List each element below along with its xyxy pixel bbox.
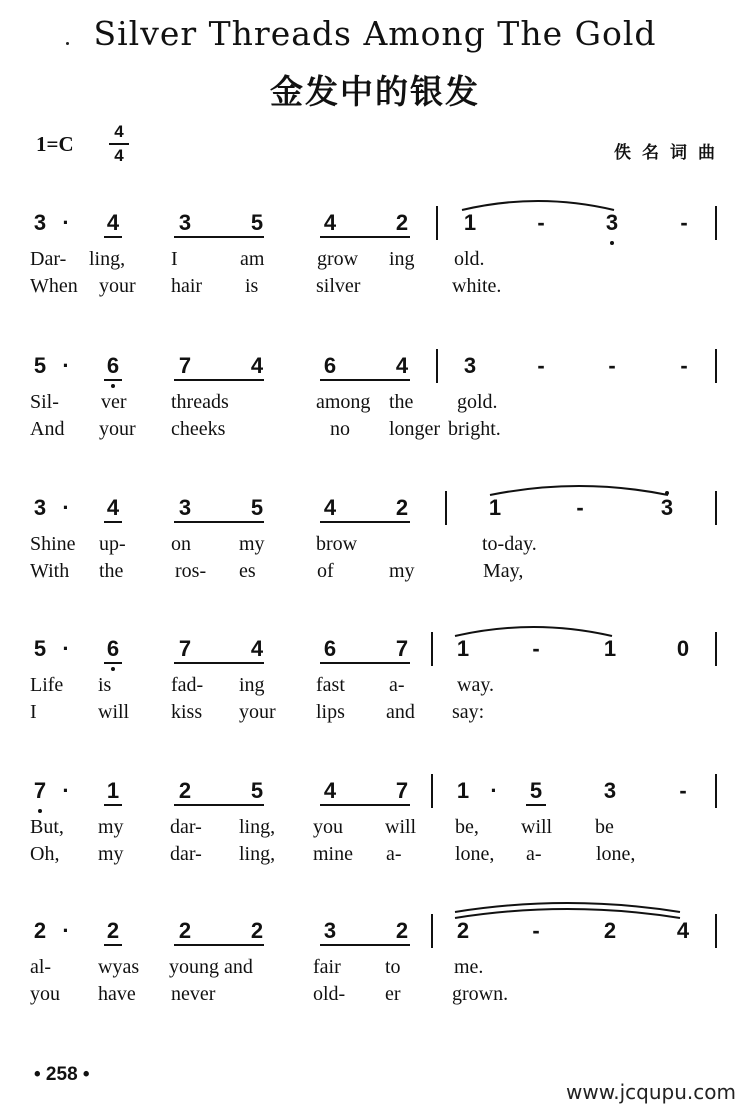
lyric-verse2: say: xyxy=(452,701,485,723)
dot-extension: · xyxy=(490,778,498,803)
note: 7 xyxy=(178,636,192,661)
note: 2 xyxy=(456,918,470,943)
music-system-6 xyxy=(0,918,750,1038)
lyric-verse2: a- xyxy=(386,843,402,865)
note: 5 xyxy=(250,495,264,520)
lyric-verse2: you xyxy=(30,983,60,1005)
note: 2 xyxy=(395,495,409,520)
note: 5 xyxy=(33,353,47,378)
lyric-verse1: me. xyxy=(454,956,484,978)
lyric-verse2: mine xyxy=(313,843,353,865)
note: 2 xyxy=(250,918,264,943)
dash-extension: - xyxy=(679,778,687,803)
note: 0 xyxy=(676,636,690,661)
beam-underline xyxy=(320,944,410,946)
lyric-verse2: will xyxy=(98,701,130,723)
lyric-verse2: dar- xyxy=(170,843,202,865)
lyric-verse2: kiss xyxy=(171,701,203,723)
beam-underline xyxy=(320,521,410,523)
lyric-verse2: of xyxy=(317,560,334,582)
dash-extension: - xyxy=(537,353,545,378)
note: 4 xyxy=(395,353,409,378)
slur-layer xyxy=(0,616,750,656)
lyric-verse1: up- xyxy=(99,533,126,555)
note: 7 xyxy=(33,778,47,803)
beam-underline xyxy=(526,804,546,806)
dot-extension: · xyxy=(62,918,70,943)
lyric-verse1: ver xyxy=(101,391,127,413)
note: 1 xyxy=(106,778,120,803)
note: 4 xyxy=(250,353,264,378)
beam-underline xyxy=(104,944,122,946)
page-title: Silver Threads Among The Gold xyxy=(93,14,657,53)
dash-extension: - xyxy=(680,210,688,235)
note: 4 xyxy=(323,210,337,235)
watermark: www.jcqupu.com xyxy=(566,1080,736,1104)
lyric-verse2: have xyxy=(98,983,136,1005)
note: 5 xyxy=(250,210,264,235)
beam-underline xyxy=(320,236,410,238)
dot-extension: · xyxy=(62,495,70,520)
lyric-verse1: young and xyxy=(169,956,253,978)
music-system-5 xyxy=(0,778,750,898)
note: 3 xyxy=(605,210,619,235)
key-signature: 1=C xyxy=(36,132,74,156)
note: 4 xyxy=(323,495,337,520)
slur-layer xyxy=(0,475,750,515)
lyric-verse2: lips xyxy=(316,701,345,723)
beam-underline xyxy=(174,521,264,523)
lyric-verse2: the xyxy=(99,560,124,582)
lyric-verse2: May, xyxy=(483,560,524,582)
lyric-verse1: my xyxy=(98,816,124,838)
note: 2 xyxy=(395,210,409,235)
note: 4 xyxy=(676,918,690,943)
lyric-verse1: will xyxy=(385,816,417,838)
note: 1 xyxy=(603,636,617,661)
dot-extension: · xyxy=(62,778,70,803)
tie-slur xyxy=(462,201,614,210)
beam-underline xyxy=(104,379,122,381)
dash-extension: - xyxy=(532,918,540,943)
octave-dot-below xyxy=(610,241,614,245)
lyric-verse1: threads xyxy=(171,391,229,413)
beam-underline xyxy=(174,236,264,238)
lyric-verse1: Life xyxy=(30,674,64,696)
time-fraction-bar xyxy=(109,143,129,145)
lyric-verse1: grow xyxy=(317,248,359,270)
lyric-verse2: is xyxy=(245,275,259,297)
note: 7 xyxy=(178,353,192,378)
beam-underline xyxy=(104,521,122,523)
tie-slur xyxy=(490,486,668,495)
lyric-verse1: Dar- xyxy=(30,248,67,270)
lyric-verse2: cheeks xyxy=(171,418,226,440)
note: 1 xyxy=(463,210,477,235)
lyric-verse1: you xyxy=(313,816,343,838)
lyric-verse1: fad- xyxy=(171,674,204,696)
dash-extension: - xyxy=(608,353,616,378)
lyric-verse1: be, xyxy=(455,816,479,838)
note: 3 xyxy=(178,210,192,235)
time-signature xyxy=(107,122,131,166)
lyric-verse2: When xyxy=(30,275,78,297)
note: 3 xyxy=(463,353,477,378)
octave-dot-below xyxy=(111,667,115,671)
lyric-verse1: Sil- xyxy=(30,391,59,413)
lyric-verse1: a- xyxy=(389,674,405,696)
lyric-verse2: your xyxy=(239,701,276,723)
octave-dot-below xyxy=(111,384,115,388)
lyric-verse2: your xyxy=(99,275,136,297)
time-numerator: 4 xyxy=(114,122,124,141)
note: 2 xyxy=(33,918,47,943)
lyric-verse2: my xyxy=(98,843,124,865)
lyric-verse1: to xyxy=(385,956,401,978)
lyric-verse1: to-day. xyxy=(482,533,537,555)
lyric-verse2: grown. xyxy=(452,983,509,1005)
note: 2 xyxy=(106,918,120,943)
beam-underline xyxy=(174,379,264,381)
beam-underline xyxy=(104,662,122,664)
lyric-verse1: fair xyxy=(313,956,341,978)
note: 5 xyxy=(529,778,543,803)
barline xyxy=(715,349,717,383)
barline xyxy=(715,774,717,808)
note: 2 xyxy=(395,918,409,943)
music-system-4 xyxy=(0,636,750,756)
slur-layer xyxy=(0,898,750,938)
note: 2 xyxy=(178,778,192,803)
lyric-verse1: al- xyxy=(30,956,52,978)
dash-extension: - xyxy=(680,353,688,378)
beam-underline xyxy=(104,804,122,806)
note: 3 xyxy=(603,778,617,803)
lyric-verse2: silver xyxy=(316,275,361,297)
note: 4 xyxy=(106,210,120,235)
lyric-verse1: But, xyxy=(30,816,64,838)
lyric-verse1: way. xyxy=(457,674,495,696)
music-system-2 xyxy=(0,353,750,473)
lyric-verse1: gold. xyxy=(457,391,498,413)
music-system-1 xyxy=(0,210,750,330)
dot-extension: · xyxy=(62,210,70,235)
lyric-verse1: ling, xyxy=(239,816,276,838)
note: 3 xyxy=(660,495,674,520)
lyric-verse2: ros- xyxy=(175,560,207,582)
beam-underline xyxy=(174,804,264,806)
lyric-verse1: dar- xyxy=(170,816,202,838)
lyric-verse1: is xyxy=(98,674,112,696)
music-system-3 xyxy=(0,495,750,615)
note: 3 xyxy=(33,495,47,520)
note: 3 xyxy=(33,210,47,235)
lyric-verse2: hair xyxy=(171,275,203,297)
barline xyxy=(436,349,438,383)
lyric-verse2: longer xyxy=(389,418,441,440)
note: 7 xyxy=(395,778,409,803)
lyric-verse2: es xyxy=(239,560,256,582)
lyric-verse2: white. xyxy=(452,275,502,297)
lyric-verse2: never xyxy=(171,983,216,1005)
note: 4 xyxy=(250,636,264,661)
dash-extension: - xyxy=(576,495,584,520)
note: 2 xyxy=(603,918,617,943)
page-subtitle: 金发中的银发 xyxy=(270,72,480,111)
beam-underline xyxy=(320,804,410,806)
tie-slur xyxy=(455,627,612,636)
lyric-verse1: on xyxy=(171,533,191,555)
lyric-verse2: and xyxy=(386,701,415,723)
note: 1 xyxy=(456,778,470,803)
lyric-verse2: I xyxy=(30,701,37,723)
dash-extension: - xyxy=(537,210,545,235)
lyric-verse1: Shine xyxy=(30,533,76,555)
lyric-verse1: ing xyxy=(389,248,415,270)
note: 6 xyxy=(106,636,120,661)
page-number: • 258 • xyxy=(34,1064,90,1085)
lyric-verse1: I xyxy=(171,248,178,270)
note: 3 xyxy=(178,495,192,520)
lyric-verse1: wyas xyxy=(98,956,140,978)
lyric-verse2: bright. xyxy=(448,418,501,440)
lyric-verse1: fast xyxy=(316,674,345,696)
lyric-verse2: Oh, xyxy=(30,843,60,865)
lyric-verse1: be xyxy=(595,816,614,838)
dot-extension: · xyxy=(62,636,70,661)
note: 5 xyxy=(250,778,264,803)
lyric-verse2: my xyxy=(389,560,415,582)
lyric-verse1: brow xyxy=(316,533,358,555)
dot-extension: · xyxy=(62,353,70,378)
note: 3 xyxy=(323,918,337,943)
note: 4 xyxy=(106,495,120,520)
note: 6 xyxy=(323,636,337,661)
slur-layer xyxy=(0,190,750,230)
lyric-verse2: old- xyxy=(313,983,346,1005)
lyric-verse2: a- xyxy=(526,843,542,865)
lyric-verse2: lone, xyxy=(596,843,636,865)
lyric-verse2: ling, xyxy=(239,843,276,865)
composer-credit: 佚名词曲 xyxy=(614,143,726,163)
note: 4 xyxy=(323,778,337,803)
lyric-verse1: ing xyxy=(239,674,265,696)
beam-underline xyxy=(104,236,122,238)
lyric-verse1: the xyxy=(389,391,414,413)
tie-slur xyxy=(455,903,680,912)
beam-underline xyxy=(320,379,410,381)
note: 1 xyxy=(456,636,470,661)
note: 2 xyxy=(178,918,192,943)
dash-extension: - xyxy=(532,636,540,661)
lyric-verse2: er xyxy=(385,983,401,1005)
note: 6 xyxy=(106,353,120,378)
lyric-verse2: And xyxy=(30,418,65,440)
lyric-verse1: my xyxy=(239,533,265,555)
beam-underline xyxy=(174,662,264,664)
beam-underline xyxy=(174,944,264,946)
lyric-verse1: will xyxy=(521,816,553,838)
time-denominator: 4 xyxy=(114,145,124,165)
lyric-verse1: am xyxy=(240,248,265,270)
note: 1 xyxy=(488,495,502,520)
lyric-verse2: lone, xyxy=(455,843,495,865)
lyric-verse2: no xyxy=(330,418,350,440)
lyric-verse2: With xyxy=(30,560,70,582)
note: 5 xyxy=(33,636,47,661)
octave-dot-below xyxy=(38,809,42,813)
note: 6 xyxy=(323,353,337,378)
lyric-verse1: ling, xyxy=(89,248,126,270)
beam-underline xyxy=(320,662,410,664)
note: 7 xyxy=(395,636,409,661)
lyric-verse1: old. xyxy=(454,248,485,270)
lyric-verse2: your xyxy=(99,418,136,440)
barline xyxy=(431,774,433,808)
lyric-verse1: among xyxy=(316,391,371,413)
tie-slur xyxy=(455,909,680,918)
